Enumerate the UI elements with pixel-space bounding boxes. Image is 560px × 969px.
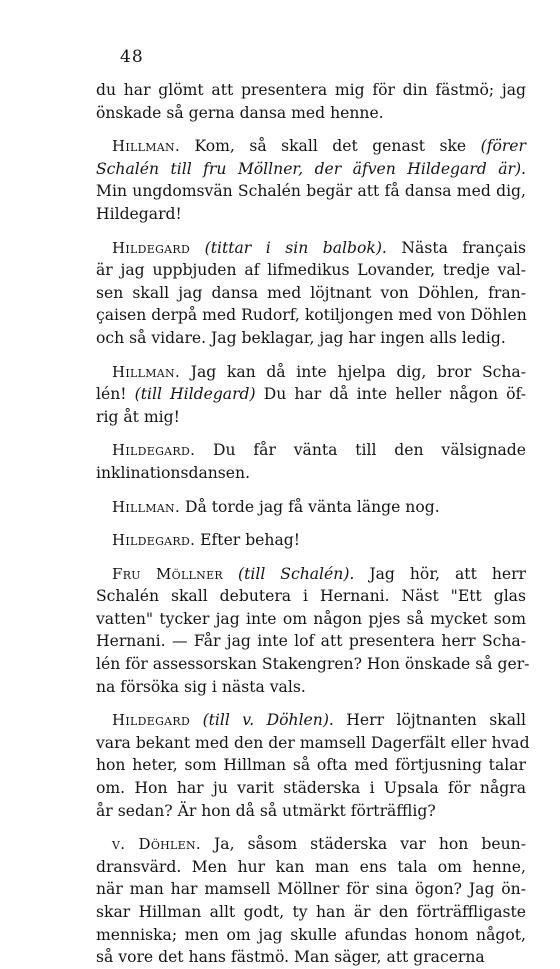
text-line: Schalén skall debutera i Hernani. Näst "Ett glas	[96, 587, 526, 606]
text-line	[96, 563, 526, 586]
text-line: Hernani. — Får jag inte lof att presentera herr Scha-	[96, 632, 526, 651]
stage-direction: (till v. Döhlen).	[202, 711, 334, 730]
text-line: så vore det hans fästmö. Man säger, att gracerna	[96, 948, 485, 967]
text-line	[96, 135, 526, 158]
speaker-name: Hildegard.	[112, 441, 196, 460]
text-line: du har glömt att presentera mig för din fästmö; jag	[96, 81, 526, 99]
speaker-name: Hildegard	[112, 711, 191, 730]
text-line: år sedan? Är hon då så utmärkt förträfflig?	[96, 801, 436, 820]
text-line: och så vidare. Jag beklagar, jag har ingen alls ledig.	[96, 328, 506, 347]
text-line: inklinationsdansen.	[96, 463, 251, 482]
text-line	[96, 237, 526, 260]
page-text	[96, 79, 530, 969]
page-number: 48	[120, 47, 144, 67]
stage-direction: (till Hildegard)	[134, 385, 256, 404]
text-line: Min ungdomsvän Schalén begär att få dansa med dig,	[96, 182, 526, 201]
paragraph	[96, 361, 526, 429]
paragraph	[96, 709, 530, 822]
speaker-name: Hillman.	[112, 137, 181, 156]
text-line	[96, 709, 526, 732]
dialogue-text: Jag hör, att herr	[354, 564, 527, 583]
text-line	[96, 158, 526, 181]
dialogue-text: Nästa français	[386, 238, 526, 257]
dialogue-text	[223, 565, 238, 583]
paragraph	[96, 135, 526, 225]
text-line: rig åt mig!	[96, 407, 180, 426]
dialogue-text: Ja, såsom städerska var hon beun-	[200, 835, 526, 854]
dialogue-text: Jag kan då inte hjelpa dig, bror Scha-	[180, 362, 526, 381]
text-line	[96, 833, 526, 856]
text-line: sen skall jag dansa med löjtnant von Döhlen, fran-	[96, 283, 526, 302]
text-line: çaisen derpå med Rudorf, kotiljongen med von Döhlen	[96, 306, 527, 325]
text-line: när man har mamsell Möllner för sina ögon? Jag ön-	[96, 880, 526, 899]
text-line: vatten" tycker jag inte om någon pjes så mycket som	[96, 609, 526, 628]
paragraph	[96, 79, 526, 124]
text-line: vara bekant med den der mamsell Dagerfält eller hvad	[96, 733, 530, 752]
text-line	[96, 361, 526, 384]
stage-direction: (tittar i sin balbok).	[204, 238, 387, 257]
dialogue-text	[190, 239, 205, 257]
speaker-name: Hillman.	[112, 362, 181, 381]
speaker-name: Fru Möllner	[112, 564, 223, 583]
text-line: skar Hillman allt godt, ty han är den förträffligaste	[96, 903, 526, 921]
text-line: är jag uppbjuden af lifmedikus Lovander, tredje val-	[96, 261, 526, 280]
dialogue-text	[190, 711, 202, 729]
text-line: önskade så gerna dansa med henne.	[96, 103, 384, 122]
dialogue-text: Efter behag!	[195, 531, 301, 550]
paragraph	[96, 496, 526, 519]
dialogue-text: lén!	[96, 385, 135, 404]
text-line: menniska; men om jag skulle afundas honom något,	[96, 925, 526, 944]
speaker-name: v. Döhlen.	[112, 835, 201, 854]
text-line	[96, 439, 526, 462]
dialogue-text: Du har då inte heller någon öf-	[255, 385, 526, 404]
stage-direction: (till Schalén).	[238, 564, 355, 583]
text-line: om. Hon har ju varit städerska i Upsala för några	[96, 779, 526, 798]
paragraph	[96, 833, 526, 969]
dialogue-text: Du får vänta till den välsignade	[195, 441, 526, 460]
dialogue-text: Herr löjtnanten skall	[333, 711, 527, 730]
text-line: lén för assessorskan Stakengren? Hon önskade så ger-	[96, 655, 530, 674]
speaker-name: Hillman.	[112, 497, 181, 516]
text-line	[96, 383, 526, 406]
dialogue-text: Kom, så skall det genast ske	[180, 137, 481, 156]
text-line: Hildegard!	[96, 204, 182, 223]
text-line: hon heter, som Hillman så ofta med förtjusning talar	[96, 756, 526, 775]
stage-direction: Schalén till fru Möllner, der äfven Hildegard är).	[96, 159, 526, 178]
dialogue-text: Då torde jag få vänta länge nog.	[180, 497, 440, 516]
paragraph	[96, 529, 526, 552]
text-line	[96, 496, 526, 519]
stage-direction: (förer	[480, 137, 526, 156]
text-line: na försöka sig i nästa vals.	[96, 677, 306, 696]
text-line: dransvärd. Men hur kan man ens tala om henne,	[96, 857, 526, 876]
paragraph	[96, 439, 526, 484]
text-line	[96, 529, 526, 552]
speaker-name: Hildegard.	[112, 531, 196, 550]
speaker-name: Hildegard	[112, 238, 191, 257]
paragraph	[96, 563, 530, 699]
paragraph	[96, 237, 526, 350]
